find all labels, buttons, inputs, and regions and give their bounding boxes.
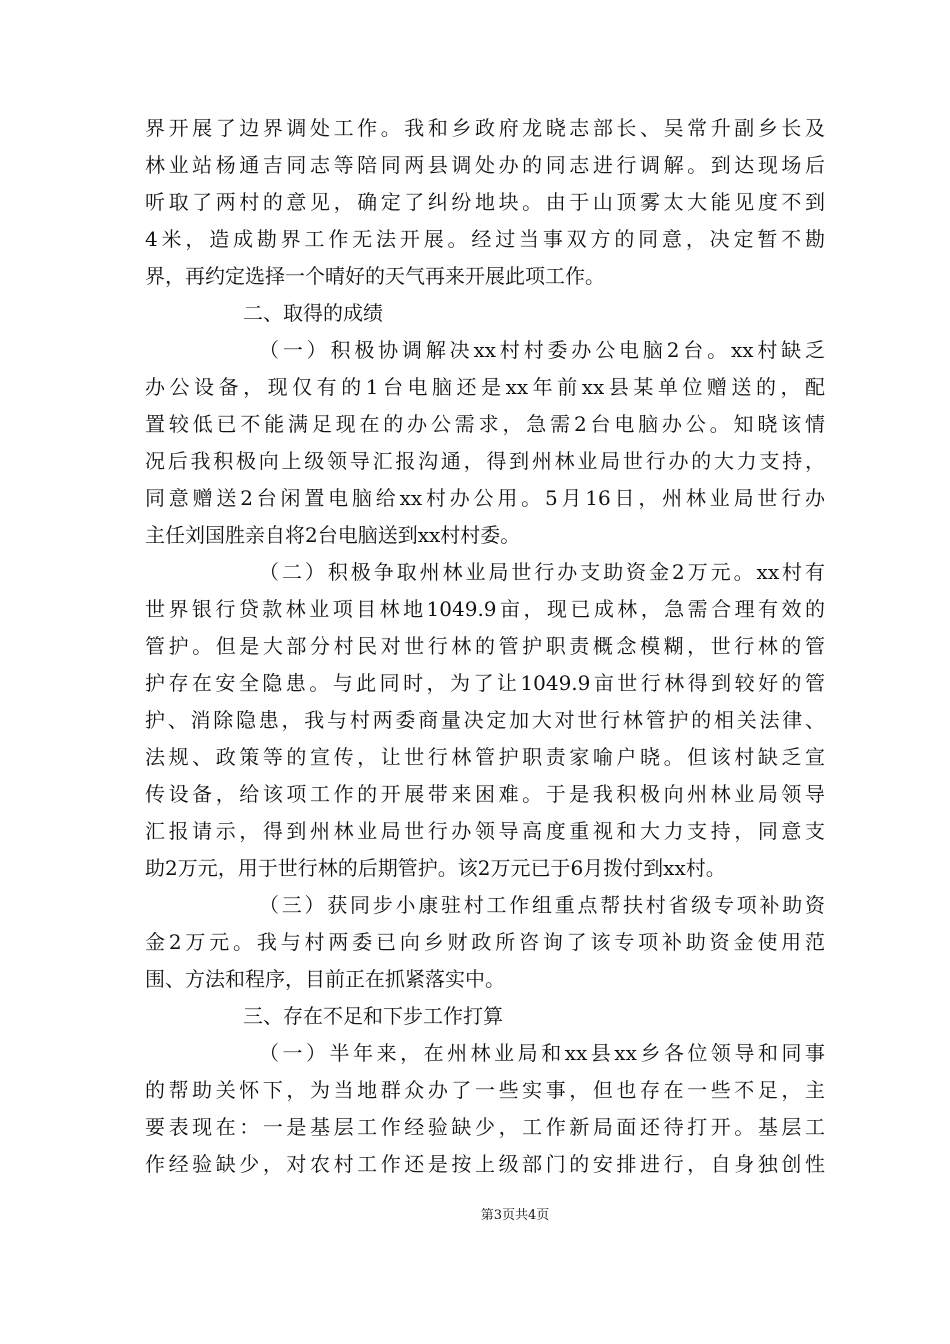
paragraph-line: 要表现在：一是基层工作经验缺少，工作新局面还待打开。基层工 (145, 1115, 825, 1139)
paragraph-line: 的帮助关怀下，为当地群众办了一些实事，但也存在一些不足，主 (145, 1078, 825, 1102)
paragraph-line: 传设备，给该项工作的开展带来困难。于是我积极向州林业局领导 (145, 782, 825, 806)
paragraph-line: 主任刘国胜亲自将2台电脑送到xx村村委。 (145, 523, 521, 547)
section-heading: 二、取得的成绩 (243, 301, 383, 325)
section-heading: 三、存在不足和下步工作打算 (243, 1004, 503, 1028)
paragraph-line: 况后我积极向上级领导汇报沟通，得到州林业局世行办的大力支持， (145, 449, 825, 473)
paragraph-line: （三）获同步小康驻村工作组重点帮扶村省级专项补助资 (259, 893, 825, 917)
paragraph-line: 汇报请示，得到州林业局世行办领导高度重视和大力支持，同意支 (145, 819, 825, 843)
paragraph-line: 听取了两村的意见，确定了纠纷地块。由于山顶雾太大能见度不到 (145, 190, 825, 214)
paragraph-line: 4米，造成勘界工作无法开展。经过当事双方的同意，决定暂不勘 (145, 227, 825, 251)
paragraph-line: 管护。但是大部分村民对世行林的管护职责概念模糊，世行林的管 (145, 634, 825, 658)
page-number-footer: 第3页共4页 (480, 1208, 550, 1223)
paragraph-line: 界开展了边界调处工作。我和乡政府龙晓志部长、吴常升副乡长及 (145, 116, 825, 140)
paragraph-line: （一）积极协调解决xx村村委办公电脑2台。xx村缺乏 (259, 338, 825, 362)
paragraph-line: （一）半年来，在州林业局和xx县xx乡各位领导和同事 (259, 1041, 825, 1065)
paragraph-line: （二）积极争取州林业局世行办支助资金2万元。xx村有 (259, 560, 825, 584)
paragraph-line: 办公设备，现仅有的1台电脑还是xx年前xx县某单位赠送的，配 (145, 375, 825, 399)
document-body (145, 110, 825, 1183)
paragraph-line: 法规、政策等的宣传，让世行林管护职责家喻户晓。但该村缺乏宣 (145, 745, 825, 769)
paragraph-line: 作经验缺少，对农村工作还是按上级部门的安排进行，自身独创性 (145, 1152, 825, 1176)
paragraph-line: 置较低已不能满足现在的办公需求，急需2台电脑办公。知晓该情 (145, 412, 825, 436)
paragraph-line: 助2万元，用于世行林的后期管护。该2万元已于6月拨付到xx村。 (145, 856, 726, 880)
paragraph-line: 护存在安全隐患。与此同时，为了让1049.9亩世行林得到较好的管 (145, 671, 825, 695)
paragraph-line: 林业站杨通吉同志等陪同两县调处办的同志进行调解。到达现场后 (145, 153, 825, 177)
paragraph-line: 世界银行贷款林业项目林地1049.9亩，现已成林，急需合理有效的 (145, 597, 825, 621)
paragraph-line: 金2万元。我与村两委已向乡财政所咨询了该专项补助资金使用范 (145, 930, 825, 954)
paragraph-line: 界，再约定选择一个晴好的天气再来开展此项工作。 (145, 264, 605, 288)
paragraph-line: 同意赠送2台闲置电脑给xx村办公用。5月16日，州林业局世行办 (145, 486, 825, 510)
paragraph-line: 围、方法和程序，目前正在抓紧落实中。 (145, 967, 505, 991)
paragraph-line: 护、消除隐患，我与村两委商量决定加大对世行林管护的相关法律、 (145, 708, 825, 732)
